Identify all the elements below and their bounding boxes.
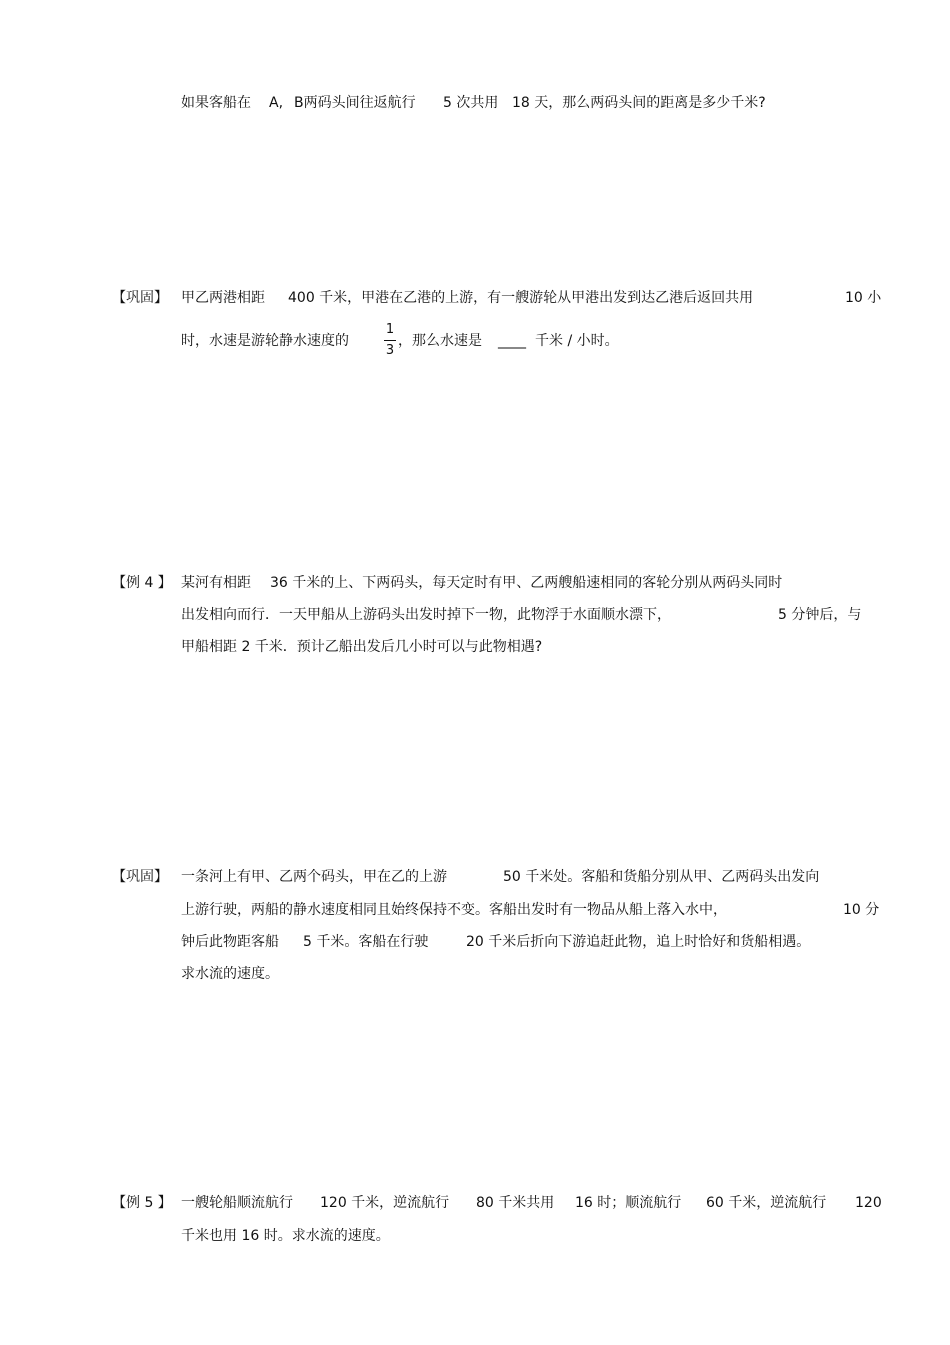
problem-text: ，那么水速是 [398,333,482,349]
problem-text: 10 分 [843,902,880,918]
problem-text: 千米 / 小时。 [535,333,619,349]
intro-text-2: A, [269,95,284,111]
problem-text: 一条河上有甲、乙两个码头，甲在乙的上游 [181,869,447,885]
problem-label: 【巩固】 [112,290,168,306]
example-text: 千米也用 16 时。求水流的速度。 [181,1228,390,1244]
example-text: 16 时；顺流航行 [575,1195,682,1211]
fraction-denominator: 3 [385,343,395,358]
intro-text-5: 18 天，那么两码头间的距离是多少千米? [512,95,766,111]
problem-text: 甲乙两港相距 [181,290,265,306]
example-text: 36 千米的上、下两码头，每天定时有甲、乙两艘船速相同的客轮分别从两码头同时 [270,575,783,591]
problem-text: 20 千米后折向下游追赶此物，追上时恰好和货船相遇。 [466,934,811,950]
example-text: 甲船相距 2 千米．预计乙船出发后几小时可以与此物相遇? [181,639,543,655]
problem-text: 10 小 [845,290,882,306]
problem-label: 【巩固】 [112,869,168,885]
problem-text: 50 千米处。客船和货船分别从甲、乙两码头出发向 [503,869,820,885]
example-label: 【例 5 】 [112,1195,172,1211]
problem-text: 上游行驶，两船的静水速度相同且始终保持不变。客船出发时有一物品从船上落入水中， [181,902,727,918]
problem-text: 5 千米。客船在行驶 [303,934,429,950]
problem-text: 时，水速是游轮静水速度的 [181,333,349,349]
intro-text-4: 5 次共用 [443,95,499,111]
example-text: 一艘轮船顺流航行 [181,1195,293,1211]
example-label: 【例 4 】 [112,575,172,591]
fraction-numerator: 1 [385,322,395,337]
problem-text: 400 千米，甲港在乙港的上游，有一艘游轮从甲港出发到达乙港后返回共用 [288,290,754,306]
example-text: 80 千米共用 [476,1195,555,1211]
fraction-one-third [383,322,397,359]
problem-text: 求水流的速度。 [181,966,279,982]
intro-text-3: B两码头间往返航行 [294,95,416,111]
example-text: 120 千米，逆流航行 [320,1195,450,1211]
example-text: 某河有相距 [181,575,251,591]
example-text: 出发相向而行．一天甲船从上游码头出发时掉下一物，此物浮于水面顺水漂下， [181,607,671,623]
problem-text: 钟后此物距客船 [181,934,279,950]
fraction-bar [384,340,396,341]
answer-blank: ____ [498,333,526,349]
example-text: 120 [855,1195,882,1211]
example-text: 5 分钟后，与 [778,607,862,623]
intro-text-1: 如果客船在 [181,95,251,111]
example-text: 60 千米，逆流航行 [706,1195,827,1211]
